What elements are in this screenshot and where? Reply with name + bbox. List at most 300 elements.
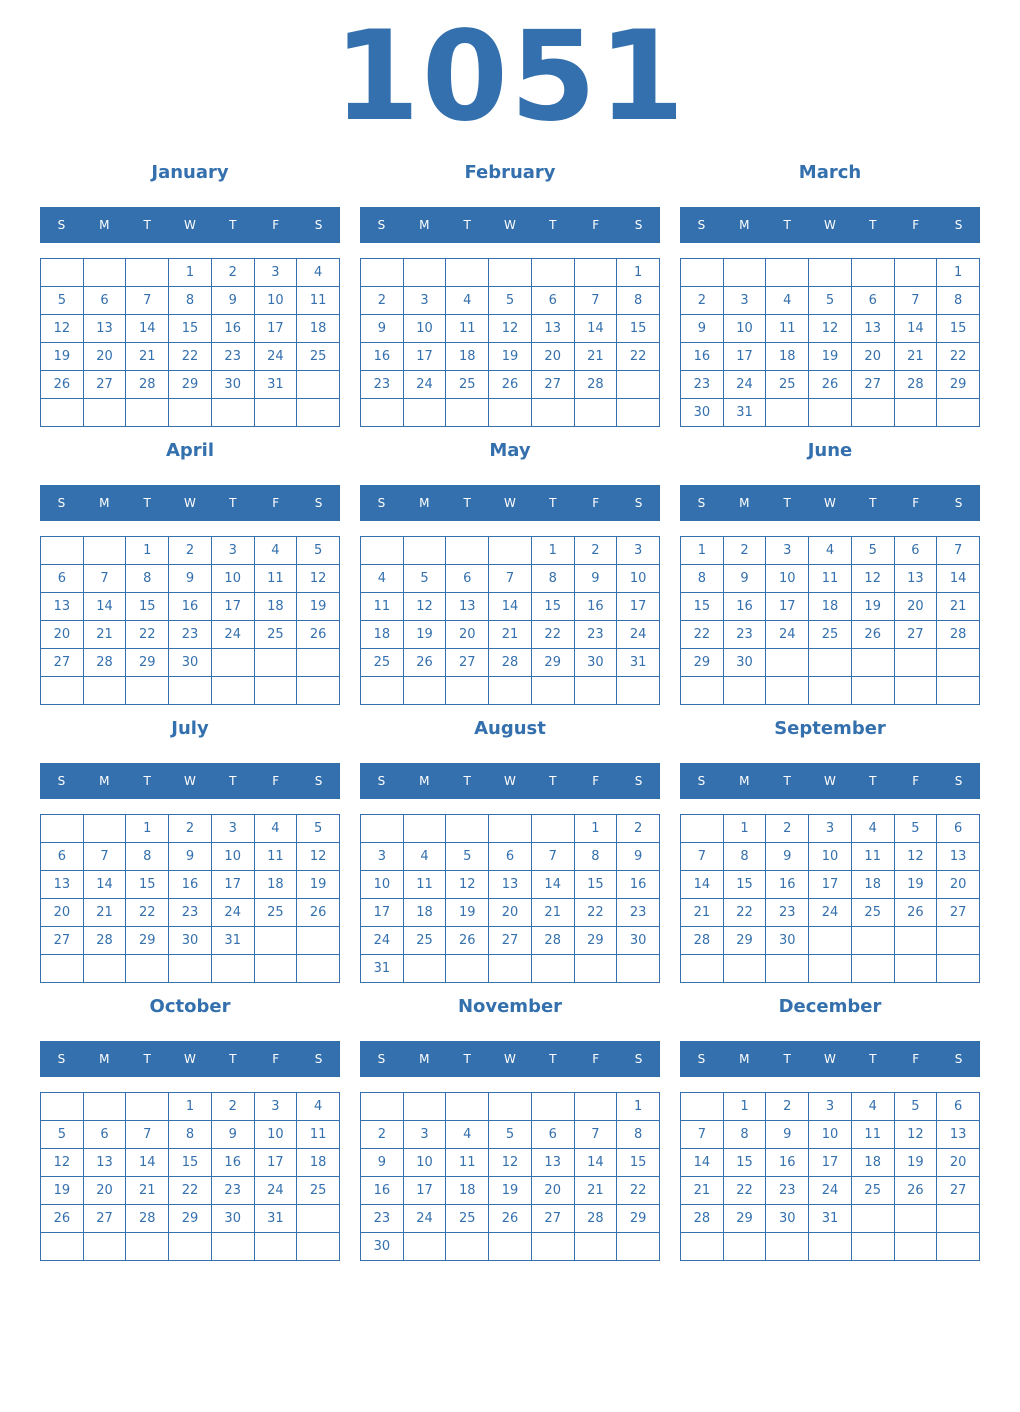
empty-cell [681,1093,724,1121]
month-september [680,711,980,983]
day-cell: 13 [937,843,980,871]
day-cell: 29 [617,1205,660,1233]
weekday-label: W [184,496,196,510]
day-cell: 2 [617,815,660,843]
month-june [680,433,980,705]
empty-cell [895,399,938,427]
day-cell: 20 [532,343,575,371]
day-cell: 24 [212,899,255,927]
day-cell: 24 [212,621,255,649]
weekday-label: T [549,774,557,788]
day-cell: 5 [41,287,84,315]
weekday-header [360,485,660,521]
day-cell: 16 [575,593,618,621]
day-cell: 12 [852,565,895,593]
day-cell: 10 [404,315,447,343]
empty-cell [84,537,127,565]
empty-cell [361,815,404,843]
day-cell: 18 [852,871,895,899]
day-cell: 27 [41,927,84,955]
day-cell: 23 [575,621,618,649]
day-cell: 6 [937,1093,980,1121]
day-cell: 11 [297,1121,340,1149]
day-cell: 6 [84,1121,127,1149]
empty-cell [575,677,618,705]
empty-cell [169,1233,212,1261]
day-cell: 21 [84,899,127,927]
weekday-header [40,763,340,799]
day-cell: 23 [766,899,809,927]
day-cell: 15 [724,1149,767,1177]
day-cell: 15 [937,315,980,343]
empty-cell [937,927,980,955]
weekday-label: F [912,774,920,788]
day-cell: 1 [617,1093,660,1121]
day-cell: 6 [41,565,84,593]
day-cell: 28 [84,649,127,677]
empty-cell [575,1233,618,1261]
day-cell: 27 [852,371,895,399]
day-cell: 12 [489,1149,532,1177]
month-april [40,433,340,705]
day-cell: 6 [532,287,575,315]
day-cell: 22 [617,1177,660,1205]
day-cell: 29 [126,649,169,677]
day-cell: 24 [766,621,809,649]
month-march [680,155,980,427]
empty-cell [532,677,575,705]
day-grid [40,1092,340,1261]
day-cell: 21 [489,621,532,649]
day-cell: 8 [126,843,169,871]
empty-cell [255,649,298,677]
day-cell: 23 [169,899,212,927]
day-cell: 29 [724,927,767,955]
day-cell: 6 [852,287,895,315]
day-cell: 25 [255,621,298,649]
day-cell: 4 [361,565,404,593]
month-name: July [171,718,209,739]
day-cell: 10 [724,315,767,343]
day-cell: 30 [617,927,660,955]
empty-cell [766,955,809,983]
empty-cell [84,259,127,287]
weekday-label: S [954,218,963,232]
day-cell: 11 [766,315,809,343]
day-cell: 3 [212,815,255,843]
day-cell: 14 [489,593,532,621]
day-cell: 24 [404,371,447,399]
empty-cell [446,955,489,983]
weekday-label: S [954,1052,963,1066]
day-cell: 10 [212,843,255,871]
month-december [680,989,980,1261]
day-cell: 4 [297,1093,340,1121]
day-cell: 18 [297,315,340,343]
day-cell: 10 [617,565,660,593]
weekday-label: M [99,1052,110,1066]
weekday-header [680,207,980,243]
day-cell: 5 [489,287,532,315]
day-cell: 15 [575,871,618,899]
day-cell: 18 [404,899,447,927]
day-cell: 30 [724,649,767,677]
empty-cell [404,955,447,983]
weekday-label: M [419,218,430,232]
empty-cell [446,1093,489,1121]
day-cell: 20 [532,1177,575,1205]
day-grid [360,258,660,427]
day-cell: 2 [212,1093,255,1121]
day-cell: 19 [809,343,852,371]
month-name: June [807,440,853,461]
day-grid [40,536,340,705]
day-cell: 15 [681,593,724,621]
month-name: February [464,162,556,183]
day-cell: 2 [169,815,212,843]
month-name: March [798,162,862,183]
month-may [360,433,660,705]
day-cell: 23 [766,1177,809,1205]
day-cell: 30 [169,649,212,677]
day-cell: 12 [895,843,938,871]
empty-cell [681,815,724,843]
empty-cell [937,955,980,983]
weekday-label: T [143,1052,151,1066]
empty-cell [41,815,84,843]
empty-cell [41,537,84,565]
month-name: January [151,162,229,183]
empty-cell [212,677,255,705]
day-cell: 17 [809,871,852,899]
empty-cell [41,1233,84,1261]
day-cell: 30 [212,371,255,399]
day-cell: 22 [724,899,767,927]
weekday-label: W [184,218,196,232]
day-cell: 3 [212,537,255,565]
day-cell: 9 [169,565,212,593]
weekday-header [40,1041,340,1077]
empty-cell [681,677,724,705]
empty-cell [895,259,938,287]
day-cell: 21 [126,343,169,371]
day-cell: 3 [617,537,660,565]
empty-cell [766,399,809,427]
day-cell: 22 [617,343,660,371]
day-cell: 15 [169,1149,212,1177]
empty-cell [489,677,532,705]
weekday-label: W [824,496,836,510]
day-cell: 24 [255,343,298,371]
day-cell: 23 [617,899,660,927]
weekday-header [360,763,660,799]
day-cell: 30 [169,927,212,955]
day-cell: 8 [169,287,212,315]
weekday-label: T [783,496,791,510]
day-cell: 6 [532,1121,575,1149]
day-cell: 27 [532,371,575,399]
weekday-label: S [314,1052,323,1066]
day-grid [360,536,660,705]
day-cell: 11 [297,287,340,315]
empty-cell [809,955,852,983]
day-cell: 2 [169,537,212,565]
weekday-label: S [57,1052,66,1066]
day-cell: 8 [724,843,767,871]
day-cell: 12 [297,565,340,593]
day-cell: 2 [212,259,255,287]
day-cell: 18 [255,871,298,899]
day-cell: 16 [766,1149,809,1177]
day-cell: 25 [766,371,809,399]
day-cell: 10 [255,287,298,315]
day-cell: 16 [212,1149,255,1177]
day-cell: 25 [809,621,852,649]
empty-cell [255,955,298,983]
weekday-label: M [419,774,430,788]
day-cell: 25 [297,1177,340,1205]
day-cell: 1 [681,537,724,565]
empty-cell [766,677,809,705]
empty-cell [446,537,489,565]
empty-cell [361,677,404,705]
empty-cell [361,1093,404,1121]
day-cell: 7 [681,843,724,871]
day-cell: 15 [169,315,212,343]
day-cell: 4 [852,815,895,843]
day-cell: 14 [126,315,169,343]
day-cell: 15 [617,315,660,343]
day-cell: 18 [446,1177,489,1205]
weekday-label: F [272,1052,280,1066]
day-cell: 31 [255,1205,298,1233]
empty-cell [297,1233,340,1261]
weekday-label: T [869,1052,877,1066]
empty-cell [809,927,852,955]
day-cell: 3 [255,259,298,287]
day-cell: 2 [681,287,724,315]
empty-cell [41,259,84,287]
day-cell: 13 [852,315,895,343]
day-cell: 13 [489,871,532,899]
empty-cell [84,677,127,705]
day-cell: 20 [84,1177,127,1205]
day-cell: 10 [809,1121,852,1149]
day-cell: 31 [724,399,767,427]
day-cell: 25 [361,649,404,677]
day-grid [680,258,980,427]
day-cell: 23 [681,371,724,399]
day-cell: 5 [297,537,340,565]
empty-cell [126,399,169,427]
weekday-label: S [377,774,386,788]
day-cell: 20 [84,343,127,371]
empty-cell [895,1205,938,1233]
day-cell: 16 [361,1177,404,1205]
empty-cell [255,399,298,427]
weekday-label: M [99,496,110,510]
day-cell: 22 [681,621,724,649]
empty-cell [681,1233,724,1261]
day-cell: 21 [575,343,618,371]
day-cell: 23 [169,621,212,649]
weekday-label: S [634,1052,643,1066]
day-cell: 28 [84,927,127,955]
empty-cell [126,259,169,287]
day-cell: 11 [852,843,895,871]
day-cell: 10 [809,843,852,871]
day-cell: 26 [297,899,340,927]
empty-cell [126,1233,169,1261]
empty-cell [489,1233,532,1261]
weekday-label: T [869,774,877,788]
day-cell: 8 [126,565,169,593]
empty-cell [41,1093,84,1121]
weekday-label: W [504,1052,516,1066]
empty-cell [297,1205,340,1233]
day-cell: 20 [937,871,980,899]
day-cell: 18 [809,593,852,621]
day-cell: 24 [361,927,404,955]
month-name: May [489,440,531,461]
weekday-label: M [99,774,110,788]
weekday-label: S [697,218,706,232]
empty-cell [937,677,980,705]
day-cell: 13 [895,565,938,593]
empty-cell [297,927,340,955]
weekday-label: W [184,1052,196,1066]
day-cell: 31 [809,1205,852,1233]
day-cell: 27 [937,899,980,927]
weekday-label: T [229,218,237,232]
empty-cell [766,1233,809,1261]
day-cell: 21 [84,621,127,649]
weekday-label: W [824,1052,836,1066]
empty-cell [617,371,660,399]
empty-cell [404,1233,447,1261]
day-cell: 12 [809,315,852,343]
day-cell: 22 [169,343,212,371]
day-cell: 16 [681,343,724,371]
day-cell: 1 [126,537,169,565]
day-cell: 14 [681,871,724,899]
weekday-label: S [697,496,706,510]
empty-cell [852,677,895,705]
empty-cell [852,649,895,677]
month-name: December [778,996,882,1017]
weekday-label: M [739,1052,750,1066]
weekday-label: T [229,1052,237,1066]
day-cell: 6 [937,815,980,843]
weekday-label: S [954,774,963,788]
day-cell: 5 [895,815,938,843]
empty-cell [852,1205,895,1233]
empty-cell [446,815,489,843]
weekday-label: T [143,218,151,232]
day-cell: 22 [937,343,980,371]
empty-cell [361,399,404,427]
day-cell: 26 [895,899,938,927]
day-cell: 29 [724,1205,767,1233]
empty-cell [895,955,938,983]
day-cell: 2 [724,537,767,565]
day-cell: 24 [724,371,767,399]
empty-cell [809,649,852,677]
day-cell: 16 [766,871,809,899]
weekday-label: S [57,496,66,510]
day-cell: 25 [297,343,340,371]
weekday-label: T [463,218,471,232]
empty-cell [297,677,340,705]
empty-cell [617,399,660,427]
day-cell: 5 [852,537,895,565]
weekday-label: W [824,218,836,232]
day-cell: 18 [255,593,298,621]
day-cell: 16 [724,593,767,621]
weekday-header [360,207,660,243]
day-cell: 12 [404,593,447,621]
empty-cell [41,955,84,983]
day-cell: 9 [724,565,767,593]
day-cell: 7 [681,1121,724,1149]
weekday-label: M [739,218,750,232]
month-february [360,155,660,427]
day-cell: 26 [41,371,84,399]
empty-cell [937,1205,980,1233]
weekday-label: T [549,496,557,510]
empty-cell [169,399,212,427]
empty-cell [84,1093,127,1121]
day-cell: 1 [575,815,618,843]
day-cell: 9 [766,1121,809,1149]
month-january [40,155,340,427]
day-cell: 13 [532,315,575,343]
day-cell: 5 [489,1121,532,1149]
day-cell: 4 [255,537,298,565]
day-cell: 26 [41,1205,84,1233]
day-cell: 26 [895,1177,938,1205]
weekday-label: T [783,1052,791,1066]
empty-cell [361,259,404,287]
day-cell: 2 [766,1093,809,1121]
day-cell: 1 [724,1093,767,1121]
day-cell: 23 [212,343,255,371]
day-cell: 17 [212,871,255,899]
day-cell: 29 [169,371,212,399]
day-cell: 7 [937,537,980,565]
empty-cell [489,259,532,287]
empty-cell [404,815,447,843]
day-cell: 30 [681,399,724,427]
day-cell: 7 [575,1121,618,1149]
empty-cell [895,677,938,705]
day-cell: 9 [169,843,212,871]
empty-cell [532,955,575,983]
day-cell: 9 [361,1149,404,1177]
empty-cell [895,927,938,955]
day-cell: 11 [446,315,489,343]
empty-cell [126,677,169,705]
day-cell: 3 [404,287,447,315]
day-cell: 27 [937,1177,980,1205]
day-cell: 5 [895,1093,938,1121]
day-cell: 16 [212,315,255,343]
day-cell: 23 [724,621,767,649]
day-cell: 19 [446,899,489,927]
day-cell: 18 [297,1149,340,1177]
empty-cell [809,399,852,427]
day-cell: 29 [169,1205,212,1233]
